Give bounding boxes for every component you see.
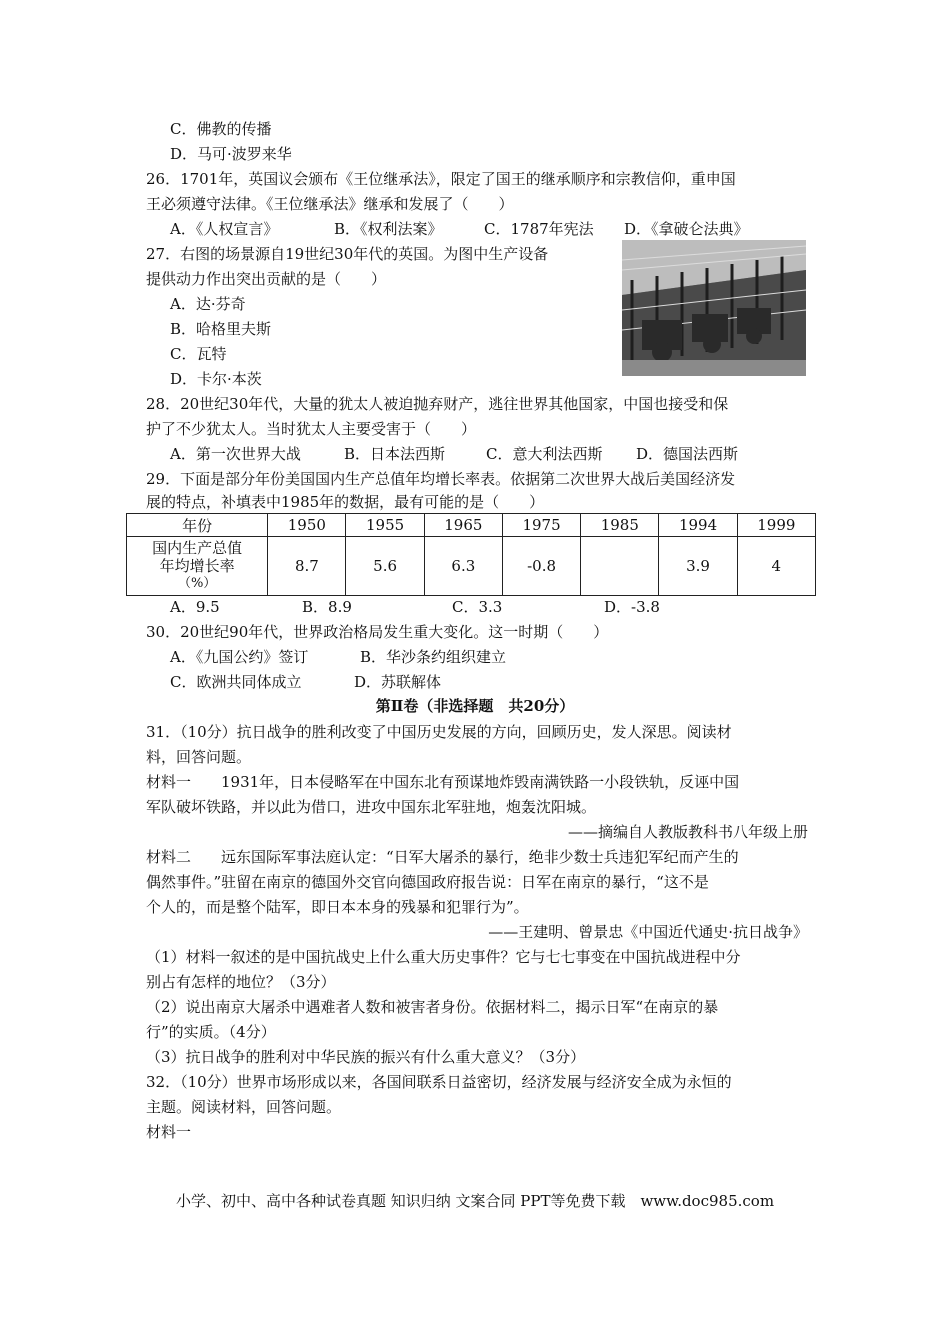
q26-option-b: B．《权利法案》: [334, 220, 443, 238]
table-row-label: [127, 537, 268, 596]
table-year-cell: 1999: [737, 514, 815, 537]
q25-option-d: D．马可·波罗来华: [170, 145, 292, 163]
gdp-growth-table: [126, 513, 816, 596]
q28-stem-line2: 护了不少犹太人。当时犹太人主要受害于（ ）: [146, 420, 477, 438]
q26-option-c: C．1787年宪法: [484, 220, 594, 238]
table-value-cell: 8.7: [268, 537, 346, 596]
table-header-label: 年份: [127, 514, 268, 537]
q30-option-d: D．苏联解体: [354, 673, 442, 691]
q31-sub2-line2: 行”的实质。（4分）: [146, 1023, 276, 1041]
table-value-cell: 6.3: [424, 537, 502, 596]
q29-options: [170, 596, 660, 618]
row-label-line: 国内生产总值: [152, 539, 243, 557]
q29-option-d: D．-3.8: [604, 598, 660, 616]
table-year-cell: 1994: [659, 514, 737, 537]
q26-stem-line1: 26．1701年，英国议会颁布《王位继承法》，限定了国王的继承顺序和宗教信仰，重申国: [146, 170, 736, 188]
q26-options: [170, 218, 749, 240]
q31-sub1-line2: 别占有怎样的地位？（3分）: [146, 973, 336, 991]
q31-material2-source: ——王建明、曾景忠《中国近代通史·抗日战争》: [488, 923, 808, 941]
q30-option-a: A．《九国公约》签订: [170, 648, 309, 666]
section-2-title: 第Ⅱ卷（非选择题 共20分）: [375, 697, 575, 715]
row-label-line: 年均增长率: [159, 557, 235, 575]
q30-stem: 30．20世纪90年代，世界政治格局发生重大变化。这一时期（ ）: [146, 623, 609, 641]
q27-stem-line2: 提供动力作出突出贡献的是（ ）: [146, 270, 387, 288]
q26-option-a: A．《人权宣言》: [170, 220, 279, 238]
q31-stem-line1: 31．（10分）抗日战争的胜利改变了中国历史发展的方向，回顾历史，发人深思。阅读材: [146, 723, 732, 741]
table-value-cell: -0.8: [502, 537, 580, 596]
q27-option-a: A．达·芬奇: [170, 295, 246, 313]
q32-material1-label: 材料一: [146, 1123, 192, 1141]
table-value-cell: 4: [737, 537, 815, 596]
q26-stem-line2: 王必须遵守法律。《王位继承法》继承和发展了（ ）: [146, 195, 514, 213]
q27-stem-line1: 27．右图的场景源自19世纪30年代的英国。为图中生产设备: [146, 245, 549, 263]
q28-option-d: D．德国法西斯: [636, 445, 739, 463]
factory-machinery-illustration: [622, 240, 806, 376]
table-year-cell: 1985: [581, 514, 659, 537]
table-year-cell: 1975: [502, 514, 580, 537]
q28-option-b: B．日本法西斯: [344, 445, 446, 463]
q30-option-c: C．欧洲共同体成立: [170, 673, 302, 691]
q31-sub2-line1: （2）说出南京大屠杀中遇难者人数和被害者身份。依据材料二，揭示日军“在南京的暴: [146, 998, 719, 1016]
q29-stem-line1: 29．下面是部分年份美国国内生产总值年均增长率表。依据第二次世界大战后美国经济发: [146, 470, 736, 488]
table-year-cell: 1965: [424, 514, 502, 537]
table-value-cell: [581, 537, 659, 596]
q28-stem-line1: 28．20世纪30年代，大量的犹太人被迫抛弃财产，逃往世界其他国家，中国也接受和保: [146, 395, 729, 413]
q31-stem-line2: 料，回答问题。: [146, 748, 252, 766]
q31-material1-line1: 材料一 1931年，日本侵略军在中国东北有预谋地炸毁南满铁路一小段铁轨，反诬中国: [146, 773, 740, 791]
q32-stem-line1: 32．（10分）世界市场形成以来，各国间联系日益密切，经济发展与经济安全成为永恒的: [146, 1073, 732, 1091]
q29-option-b: B．8.9: [302, 598, 352, 616]
q25-option-c: C．佛教的传播: [170, 120, 272, 138]
q30-option-b: B．华沙条约组织建立: [360, 648, 507, 666]
q26-option-d: D．《拿破仑法典》: [624, 220, 749, 238]
q29-option-a: A．9.5: [170, 598, 220, 616]
q32-stem-line2: 主题。阅读材料，回答问题。: [146, 1098, 342, 1116]
q27-option-b: B．哈格里夫斯: [170, 320, 272, 338]
q28-option-c: C．意大利法西斯: [486, 445, 603, 463]
table-value-cell: 3.9: [659, 537, 737, 596]
q27-option-c: C．瓦特: [170, 345, 227, 363]
q31-material2-line3: 个人的，而是整个陆军，即日本本身的残暴和犯罪行为”。: [146, 898, 529, 916]
q28-option-a: A．第一次世界大战: [170, 445, 301, 463]
q27-option-d: D．卡尔·本茨: [170, 370, 262, 388]
q29-option-c: C．3.3: [452, 598, 503, 616]
page-footer: 小学、初中、高中各种试卷真题 知识归纳 文案合同 PPT等免费下载 www.doc985.com: [175, 1192, 775, 1210]
q30-options-row1: [170, 646, 506, 668]
q31-material2-line1: 材料二 远东国际军事法庭认定：“日军大屠杀的暴行，绝非少数士兵违犯军纪而产生的: [146, 848, 739, 866]
q31-material1-line2: 军队破坏铁路，并以此为借口，进攻中国东北军驻地，炮轰沈阳城。: [146, 798, 597, 816]
q31-material2-line2: 偶然事件。”驻留在南京的德国外交官向德国政府报告说：日军在南京的暴行，“这不是: [146, 873, 709, 891]
q29-stem-line2: 展的特点，补填表中1985年的数据，最有可能的是（ ）: [146, 493, 545, 511]
table-row: [127, 514, 816, 537]
table-year-cell: 1955: [346, 514, 424, 537]
q28-options: [170, 443, 738, 465]
q31-material1-source: ——摘编自人教版教科书八年级上册: [567, 823, 808, 841]
table-value-cell: 5.6: [346, 537, 424, 596]
table-row: [127, 537, 816, 596]
q31-sub3: （3）抗日战争的胜利对中华民族的振兴有什么重大意义？（3分）: [146, 1048, 586, 1066]
table-year-cell: 1950: [268, 514, 346, 537]
q31-sub1-line1: （1）材料一叙述的是中国抗战史上什么重大历史事件？它与七七事变在中国抗战进程中分: [146, 948, 741, 966]
q30-options-row2: [170, 671, 441, 693]
row-label-line: （%）: [177, 576, 217, 591]
